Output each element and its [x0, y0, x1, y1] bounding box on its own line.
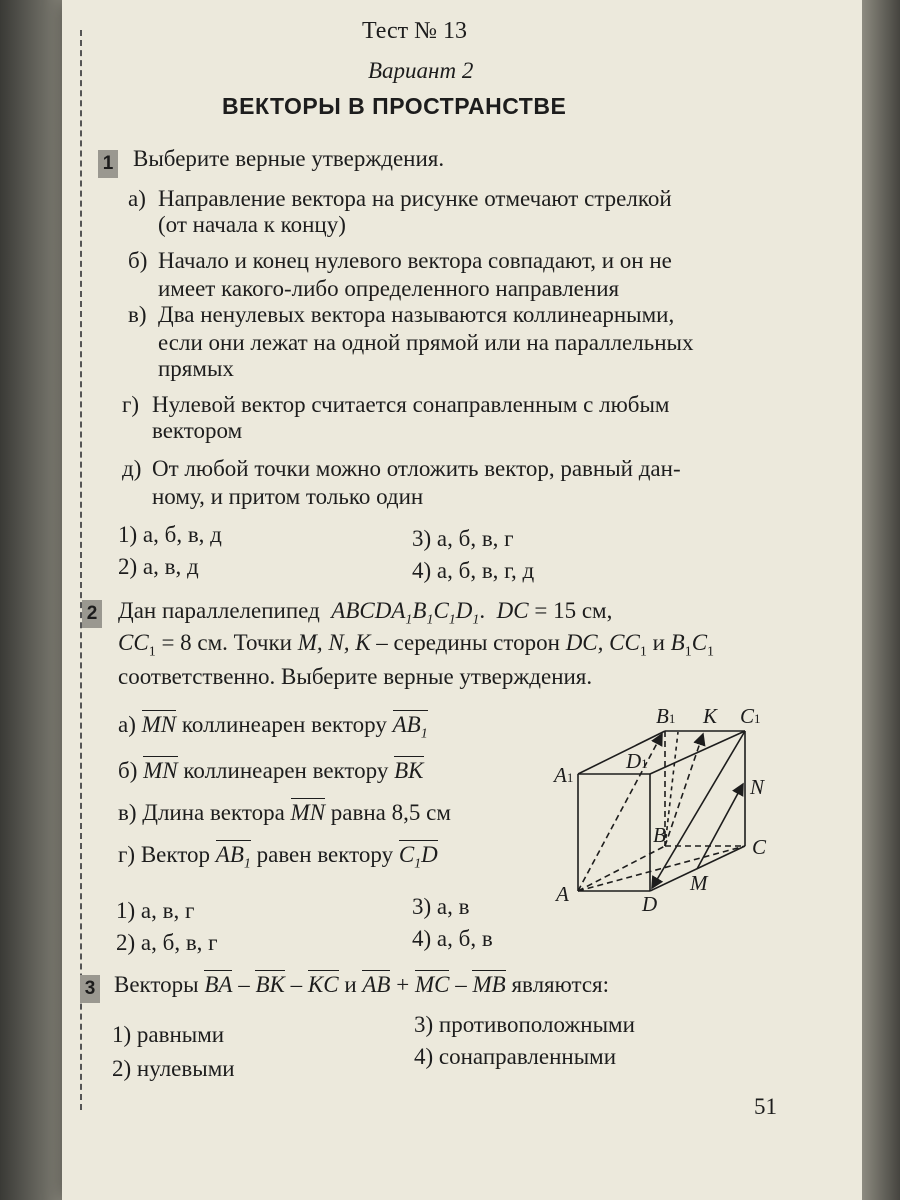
- q1-stmt-e-line2: ному, и притом только один: [152, 484, 424, 509]
- q2-stmt-d: г) Вектор $AB_1$ равен вектору $C_1D$: [118, 842, 438, 872]
- label-d1: D1: [626, 749, 648, 773]
- question-2-number: 2: [82, 600, 102, 628]
- q1-stmt-a-line2: (от начала к концу): [158, 212, 346, 237]
- label-c: C: [752, 835, 767, 859]
- q3-answer-1: 1) равными: [112, 1022, 225, 1047]
- label-a1: A1: [554, 763, 574, 787]
- q3-answer-4: 4) сонаправленными: [414, 1044, 617, 1069]
- q1-answer-2: 2) а, в, д: [118, 554, 199, 579]
- label-n: N: [750, 775, 765, 799]
- label-b: B: [653, 823, 666, 847]
- vector-mn: [697, 784, 743, 869]
- q2-line2: $CC_1 = 8$ см. Точки M, N, K – середины сторон DC, $CC_1$ и $B_1C_1$: [118, 630, 715, 660]
- cut-line: [80, 30, 82, 1110]
- question-1-number: 1: [98, 150, 118, 178]
- page-number: 51: [754, 1094, 777, 1119]
- q1-prompt: Выберите верные утверждения.: [133, 146, 445, 171]
- q1-stmt-b-letter: б): [128, 248, 148, 273]
- topic-heading: ВЕКТОРЫ В ПРОСТРАНСТВЕ: [222, 93, 567, 119]
- variant-label: Вариант 2: [368, 58, 474, 83]
- label-b1: B1: [656, 704, 676, 728]
- label-d: D: [642, 892, 658, 916]
- q3-prompt: Векторы BA – BK – KC и AB + MC – MB являются:: [114, 972, 610, 997]
- q1-stmt-d-line1: Нулевой вектор считается сонаправленным с любым: [152, 392, 670, 417]
- q2-stmt-a: а) MN коллинеарен вектору $AB_1$: [118, 712, 428, 742]
- q3-answer-3: 3) противоположными: [414, 1012, 635, 1037]
- q2-answer-1: 1) а, в, г: [116, 898, 195, 923]
- q1-stmt-c-line1: Два ненулевых вектора называются коллинеарными,: [158, 302, 675, 327]
- q2-stmt-c: в) Длина вектора MN равна 8,5 см: [118, 800, 451, 825]
- q2-intro: Дан параллелепипед: [118, 598, 320, 623]
- q1-stmt-e-letter: д): [122, 456, 142, 481]
- q1-stmt-b-line1: Начало и конец нулевого вектора совпадают, и он не: [158, 248, 672, 273]
- q2-answer-3: 3) а, в: [412, 894, 470, 919]
- test-title: Тест № 13: [362, 18, 468, 44]
- label-a: A: [556, 882, 569, 906]
- vector-c1d: [652, 731, 745, 888]
- q2-dc: DC: [496, 598, 529, 623]
- q1-stmt-b-line2: имеет какого-либо определенного направления: [158, 276, 620, 301]
- label-m: M: [690, 871, 708, 895]
- right-page-edge: [862, 0, 900, 1200]
- q1-stmt-d-letter: г): [122, 392, 140, 417]
- q2-dc-value: = 15 см,: [534, 598, 613, 623]
- q2-stmt-b: б) MN коллинеарен вектору BK: [118, 758, 424, 783]
- q2-answer-4: 4) а, б, в: [412, 926, 493, 951]
- q2-answer-2: 2) а, б, в, г: [116, 930, 218, 955]
- parallelepiped-figure: [540, 696, 790, 916]
- label-k: K: [703, 704, 718, 728]
- question-3-number: 3: [80, 975, 100, 1003]
- q1-answer-1: 1) а, б, в, д: [118, 522, 222, 547]
- q2-parallelepiped: $ABCDA_1B_1C_1D_1$: [331, 598, 480, 628]
- q1-stmt-c-line3: прямых: [158, 356, 234, 381]
- q1-stmt-c-line2: если они лежат на одной прямой или на параллельных: [158, 330, 694, 355]
- q1-stmt-c-letter: в): [128, 302, 147, 327]
- label-c1: C1: [740, 704, 761, 728]
- q1-stmt-a-letter: а): [128, 186, 146, 211]
- q1-stmt-a-line1: Направление вектора на рисунке отмечают стрелкой: [158, 186, 672, 211]
- q1-answer-4: 4) а, б, в, г, д: [412, 558, 535, 583]
- q1-stmt-e-line1: От любой точки можно отложить вектор, равный дан-: [152, 456, 681, 481]
- q1-stmt-d-line2: вектором: [152, 418, 243, 443]
- q2-line1: Дан параллелепипед $ABCDA_1B_1C_1D_1$. DC = 15 см,: [118, 598, 613, 628]
- left-page-edge: [0, 0, 62, 1200]
- q1-answer-3: 3) а, б, в, г: [412, 526, 514, 551]
- q3-answer-2: 2) нулевыми: [112, 1056, 235, 1081]
- q2-line3: соответственно. Выберите верные утверждения.: [118, 664, 593, 689]
